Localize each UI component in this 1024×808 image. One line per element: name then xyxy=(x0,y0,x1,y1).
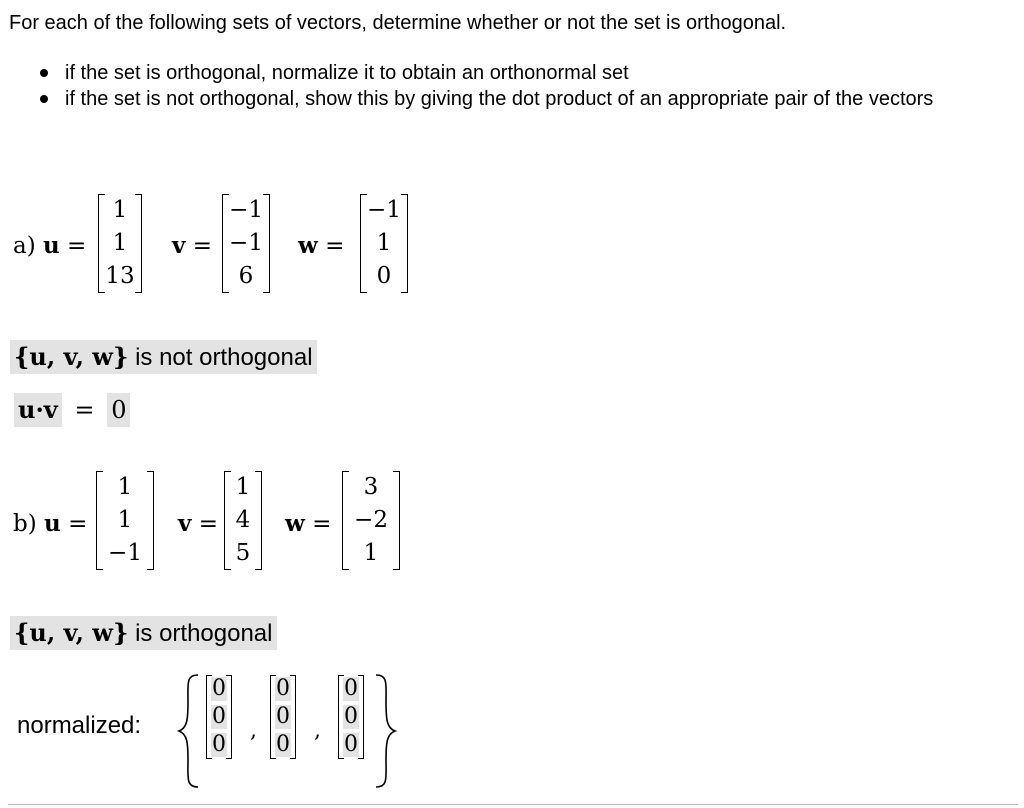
normalized-entry[interactable]: 0 xyxy=(276,704,290,729)
equals-sign: = xyxy=(68,511,88,537)
equals-sign: = xyxy=(312,511,332,537)
left-brace-icon xyxy=(176,672,204,790)
equals-sign: = xyxy=(74,396,95,424)
comma-separator: , xyxy=(250,718,257,743)
part-a-v-vector xyxy=(222,194,270,293)
part-b-v-vector xyxy=(224,471,262,570)
set-notation: {u, v, w} xyxy=(14,618,129,647)
w-symbol: w xyxy=(285,510,305,537)
bullet-dot-icon xyxy=(40,69,48,77)
bullet-dot-icon xyxy=(40,95,48,103)
part-b-result xyxy=(10,616,277,650)
part-a-v-label xyxy=(172,232,212,259)
vector-entry: 0 xyxy=(376,263,392,289)
normalized-entry[interactable]: 0 xyxy=(212,732,226,757)
part-a-dot-product xyxy=(14,393,130,427)
bottom-divider xyxy=(8,804,1018,805)
part-b-prefix: b) xyxy=(13,511,37,537)
part-b-u-vector xyxy=(96,471,154,570)
part-a-result xyxy=(10,340,317,374)
vector-entry: 4 xyxy=(235,507,251,533)
vector-entry: −1 xyxy=(367,197,401,223)
part-a-w-vector xyxy=(360,194,408,293)
vector-entry: 1 xyxy=(117,507,133,533)
result-text: is orthogonal xyxy=(135,620,273,647)
equals-sign: = xyxy=(67,233,87,259)
dot-product-value[interactable]: 0 xyxy=(107,393,130,427)
normalized-entry[interactable]: 0 xyxy=(212,676,226,701)
bullet-text: if the set is not orthogonal, show this by giving the dot product of an appropriate pair of the vectors xyxy=(65,88,934,110)
part-b-w-label xyxy=(285,510,331,537)
normalized-vector-3 xyxy=(338,675,364,759)
vector-entry: 1 xyxy=(363,540,379,566)
vector-entry: −1 xyxy=(108,540,142,566)
bullet-item xyxy=(40,60,1000,86)
set-notation: {u, v, w} xyxy=(14,342,129,371)
vector-entry: 3 xyxy=(363,474,379,500)
vector-entry: 1 xyxy=(117,474,133,500)
right-brace-icon xyxy=(370,672,398,790)
w-symbol: w xyxy=(298,232,318,259)
instructions-text: For each of the following sets of vectors, determine whether or not the set is orthogonal. xyxy=(9,12,787,34)
v-symbol: v xyxy=(178,510,192,537)
result-text: is not orthogonal xyxy=(135,344,313,371)
part-b-w-vector xyxy=(342,471,400,570)
bullet-list xyxy=(40,60,1000,112)
u-symbol: u xyxy=(43,232,60,259)
equals-sign: = xyxy=(192,233,212,259)
vector-entry: 1 xyxy=(376,230,392,256)
u-symbol: u xyxy=(44,510,61,537)
vector-entry: −1 xyxy=(229,197,263,223)
equals-sign: = xyxy=(198,511,218,537)
normalized-entry[interactable]: 0 xyxy=(276,732,290,757)
normalized-entry[interactable]: 0 xyxy=(344,676,358,701)
part-a-u-vector xyxy=(98,194,142,293)
normalized-vector-1 xyxy=(206,675,232,759)
equals-sign: = xyxy=(325,233,345,259)
vector-entry: 1 xyxy=(112,197,128,223)
normalized-entry[interactable]: 0 xyxy=(344,732,358,757)
v-symbol: v xyxy=(172,232,186,259)
part-a-prefix: a) xyxy=(13,233,36,259)
vector-entry: −1 xyxy=(229,230,263,256)
normalized-label: normalized: xyxy=(17,712,142,739)
vector-entry: 1 xyxy=(235,474,251,500)
comma-separator: , xyxy=(314,718,321,743)
normalized-entry[interactable]: 0 xyxy=(344,704,358,729)
normalized-vector-2 xyxy=(270,675,296,759)
part-b-u-label xyxy=(13,510,87,537)
normalized-entry[interactable]: 0 xyxy=(212,704,226,729)
part-a-u-label xyxy=(13,232,86,259)
vector-entry: 13 xyxy=(105,263,135,289)
vector-entry: −2 xyxy=(354,507,388,533)
normalized-entry[interactable]: 0 xyxy=(276,676,290,701)
vector-entry: 1 xyxy=(112,230,128,256)
dot-product-label: u·v xyxy=(14,393,62,427)
part-b-v-label xyxy=(178,510,218,537)
bullet-item xyxy=(40,86,1000,112)
bullet-text: if the set is orthogonal, normalize it to obtain an orthonormal set xyxy=(65,62,629,84)
vector-entry: 5 xyxy=(235,540,251,566)
vector-entry: 6 xyxy=(238,263,254,289)
part-a-w-label xyxy=(298,232,344,259)
